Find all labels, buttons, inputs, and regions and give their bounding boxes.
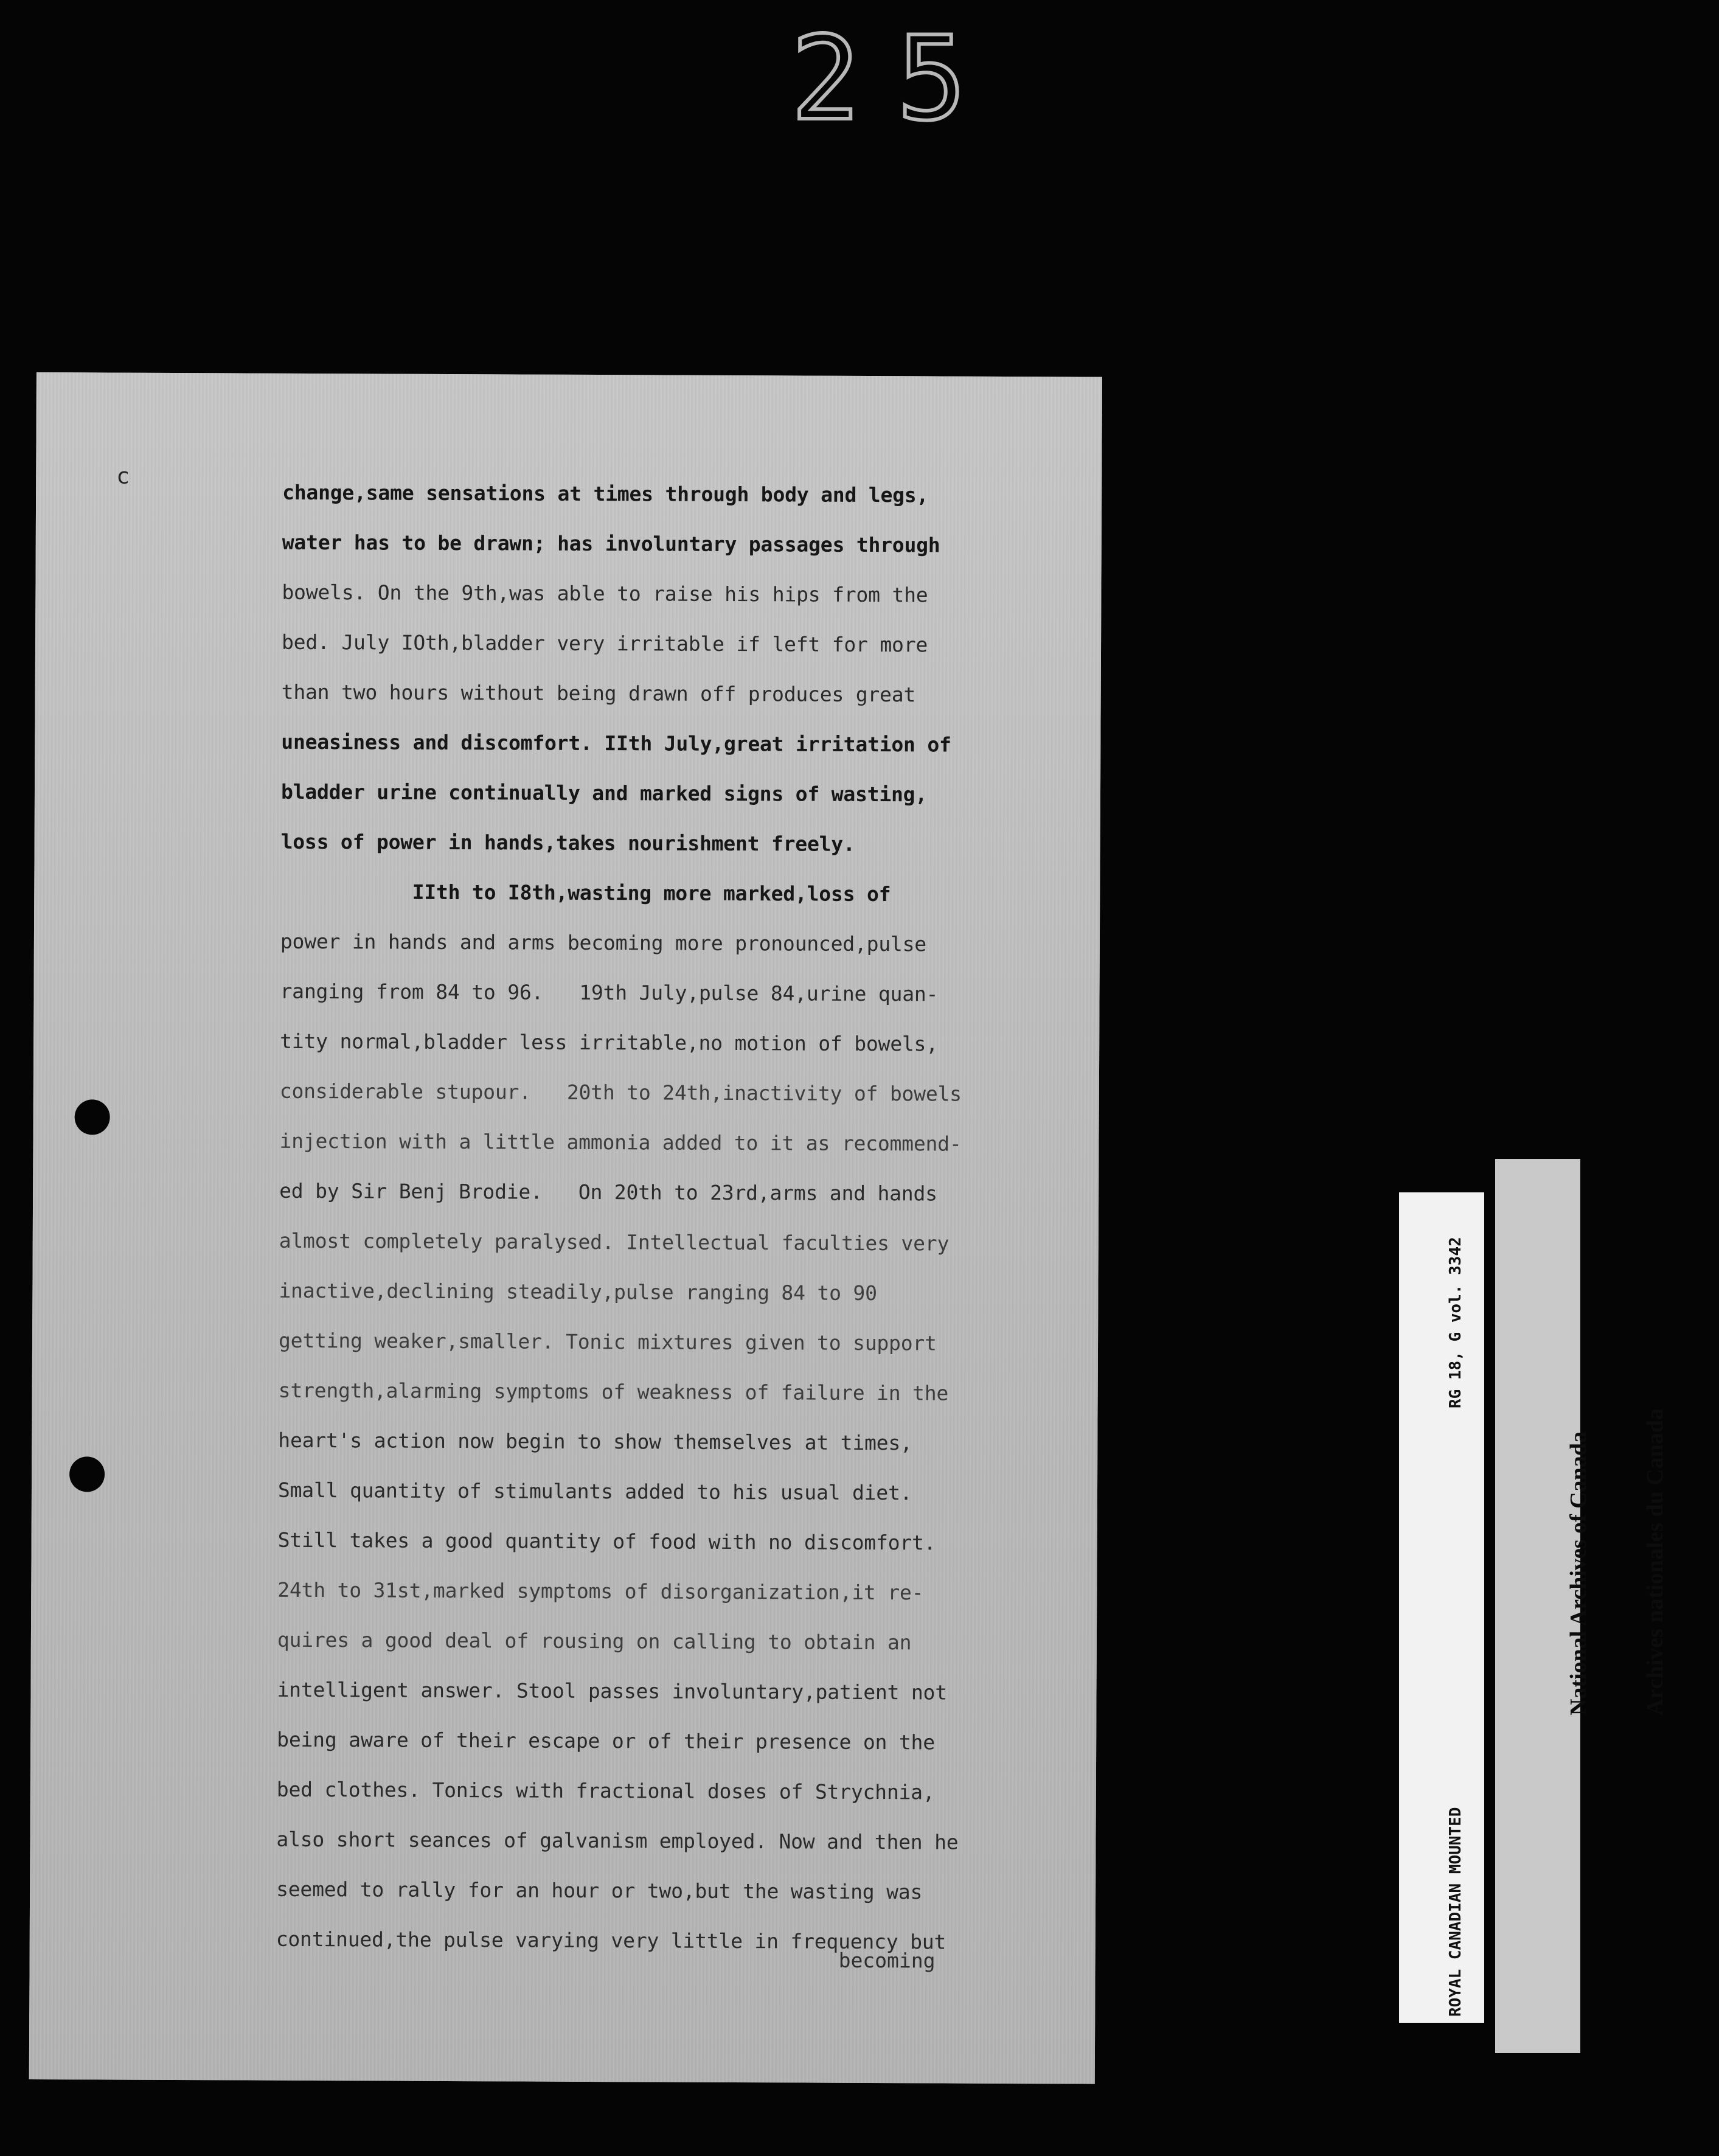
- typed-line: change,same sensations at times through body and legs,: [282, 480, 929, 507]
- typed-line: bed. July IOth,bladder very irritable if left for more: [281, 630, 928, 657]
- typed-line: tity normal,bladder less irritable,no motion of bowels,: [280, 1029, 939, 1056]
- typed-line: strength,alarming symptoms of weakness of failure in the: [278, 1378, 949, 1405]
- typed-line: Small quantity of stimulants added to his usual diet.: [277, 1478, 912, 1505]
- typed-line: 24th to 31st,marked symptoms of disorganization,it re-: [277, 1577, 924, 1605]
- typed-line: injection with a little ammonia added to it as recommend-: [279, 1128, 962, 1156]
- typed-line: IIth to I8th,wasting more marked,loss of: [280, 879, 891, 906]
- archive-reference-label: [1399, 1192, 1484, 2023]
- typed-line: getting weaker,smaller. Tonic mixtures given to support: [278, 1328, 937, 1355]
- archive-institution-label: [1495, 1159, 1668, 2053]
- typed-body: [276, 468, 1086, 1968]
- typed-page: [29, 372, 1102, 2084]
- agency-line: ROYAL CANADIAN MOUNTED: [1446, 1807, 1465, 2017]
- margin-mark: c: [116, 464, 130, 489]
- page-end-catchword: becoming: [838, 1948, 936, 1973]
- typed-line: seemed to rally for an hour or two,but the wasting was: [276, 1877, 923, 1904]
- typed-line: also short seances of galvanism employed. Now and then he: [276, 1827, 959, 1854]
- typed-line: quires a good deal of rousing on calling to obtain an: [277, 1627, 912, 1655]
- punch-hole-bottom: [69, 1456, 105, 1492]
- institution-line: Archives nationales du Canada: [1642, 1408, 1668, 1716]
- institution-line: National Archives of Canada: [1566, 1431, 1591, 1716]
- typed-line: bowels. On the 9th,was able to raise his hips from the: [282, 580, 928, 607]
- typed-line: water has to be drawn; has involuntary passages through: [282, 530, 940, 557]
- typed-line: uneasiness and discomfort. IIth July,great irritation of: [281, 729, 951, 757]
- institution-name: [1515, 1408, 1719, 1716]
- typed-line: considerable stupour. 20th to 24th,inactivity of bowels: [279, 1079, 962, 1106]
- punch-hole-top: [75, 1099, 110, 1135]
- typed-line: ranging from 84 to 96. 19th July,pulse 84,urine quan-: [280, 979, 939, 1006]
- typed-line: continued,the pulse varying very little in frequency but: [276, 1927, 946, 1954]
- typed-line: intelligent answer. Stool passes involuntary,patient not: [277, 1677, 948, 1705]
- typed-line: ed by Sir Benj Brodie. On 20th to 23rd,arms and hands: [279, 1178, 937, 1206]
- typed-line: loss of power in hands,takes nourishment freely.: [280, 829, 855, 856]
- typed-line: heart's action now begin to show themselves at times,: [278, 1428, 912, 1455]
- typed-line: bed clothes. Tonics with fractional doses of Strychnia,: [276, 1777, 935, 1804]
- typed-line: than two hours without being drawn off produces great: [281, 680, 916, 707]
- typed-line: almost completely paralysed. Intellectual faculties very: [279, 1228, 950, 1256]
- typed-line: inactive,declining steadily,pulse ranging 84 to 90: [279, 1278, 877, 1306]
- frame-number: 25: [791, 12, 1003, 146]
- typed-line: Still takes a good quantity of food with no discomfort.: [277, 1528, 936, 1555]
- typed-line: bladder urine continually and marked signs of wasting,: [280, 779, 928, 807]
- typed-line: power in hands and arms becoming more pronounced,pulse: [280, 929, 927, 956]
- reference-line: RG 18, G vol. 3342: [1446, 1237, 1465, 1408]
- typed-line: being aware of their escape or of their presence on the: [277, 1727, 936, 1754]
